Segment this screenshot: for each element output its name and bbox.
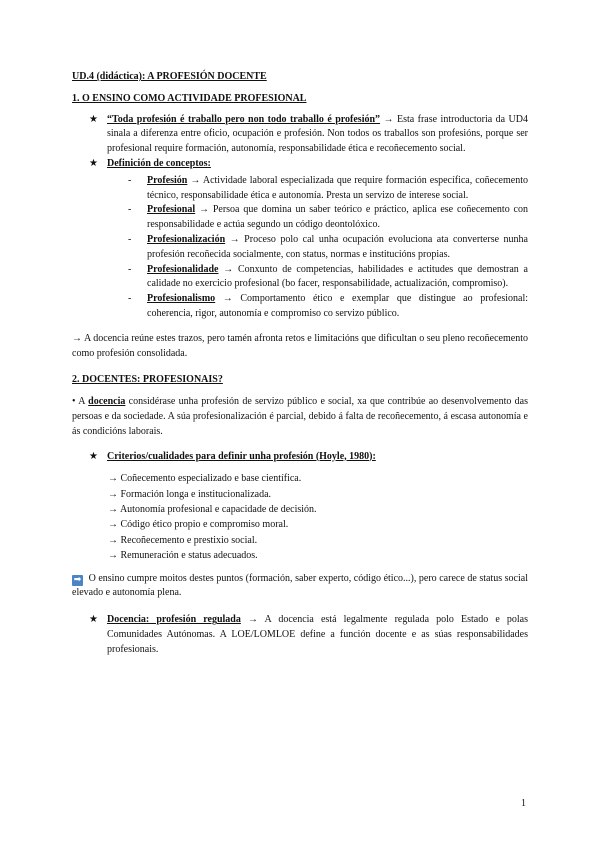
dash-bullet: - bbox=[128, 263, 132, 275]
page-number: 1 bbox=[521, 798, 526, 809]
star-bullet-icon: ★ bbox=[89, 157, 98, 169]
definition-text: → Proceso polo cal unha ocupación evoluciona ata converterse nunha profesión recoñecida socialmente, con status, normas e institucións propias. bbox=[147, 233, 528, 260]
section-1-closing: → A docencia reúne estes trazos, pero tamén afronta retos e limitacións que dificultan o seu pleno recoñecemento como profesión consolidada. bbox=[72, 332, 528, 359]
docencia-intro: • A docencia considérase unha profesión de servizo público e social, xa que contribúe ao desenvolvemento das persoas e da sociedade. A súa profesionalización é parcial, debido á falta de recoñecemento, á escasa autonomía e ás condicións laborais. bbox=[72, 396, 528, 437]
definitions-label: Definición de conceptos: bbox=[107, 157, 211, 169]
list-item: → Formación longa e institucionalizada. bbox=[108, 488, 272, 500]
criteria-list bbox=[108, 472, 528, 563]
bullet-regulated bbox=[89, 613, 528, 657]
list-item bbox=[128, 203, 528, 233]
bullet-quote bbox=[89, 113, 528, 157]
regulated-label: Docencia: profesión regulada bbox=[107, 614, 241, 626]
definition-text: → Persoa que domina un saber teórico e práctico, aplica ese coñecemento con responsabilidade e actúa segundo un código deontolóxico. bbox=[147, 204, 528, 231]
list-item bbox=[128, 292, 528, 322]
criteria-summary: ➡ O ensino cumpre moitos destes puntos (formación, saber experto, código ético...), pero carece de status social elevado e autonomía plena. bbox=[72, 572, 528, 599]
bullet-criteria bbox=[89, 450, 528, 465]
definition-term: Profesional bbox=[147, 204, 196, 216]
list-item: → Código ético propio e compromiso moral. bbox=[108, 519, 289, 531]
list-item: → Coñecemento especializado e base científica. bbox=[108, 473, 302, 485]
regulated-text: → A docencia está legalmente regulada polo Estado e polas Comunidades Autónomas. A LOE/LOMLOE define a función docente e as súas responsabilidades profesionais. bbox=[107, 614, 529, 655]
dash-bullet: - bbox=[128, 204, 132, 216]
quote-explanation: → Esta frase introductoria da UD4 sinala a diferenza entre oficio, ocupación e profesión. Non todos os traballos son profesións, porque ser profesional require formación, autonomía, responsabilidade ética e recoñecemento social. bbox=[107, 113, 528, 155]
document-page bbox=[72, 70, 528, 658]
section-2-heading: 2. DOCENTES: PROFESIONAIS? bbox=[72, 374, 223, 386]
definition-text: → Comportamento ético e exemplar que distingue ao profesional: coherencia, rigor, autonomía e compromiso co servizo público. bbox=[147, 293, 528, 319]
definition-term: Profesión bbox=[147, 174, 188, 186]
definition-term: Profesionalismo bbox=[147, 293, 216, 305]
definition-text: → Actividade laboral especializada que require formación específica, coñecemento técnico, responsabilidade ética e autonomía. Presta un servizo de interese social. bbox=[147, 174, 528, 201]
star-bullet-icon: ★ bbox=[89, 450, 98, 462]
definition-text: → Conxunto de competencias, habilidades e actitudes que demostran a calidade no exercicio profesional (bo facer, responsabilidade, actualización, compromiso). bbox=[147, 263, 528, 290]
docencia-term: docencia bbox=[88, 396, 126, 408]
list-item: → Remuneración e status adecuados. bbox=[108, 549, 258, 561]
document-title: UD.4 (didáctica): A PROFESIÓN DOCENTE bbox=[72, 71, 267, 82]
definition-term: Profesionalización bbox=[147, 233, 226, 245]
list-item bbox=[128, 263, 528, 293]
quote-text: “Toda profesión é traballo pero non todo traballo é profesión” bbox=[107, 113, 381, 125]
list-item bbox=[128, 233, 528, 263]
dash-bullet: - bbox=[128, 233, 132, 245]
criteria-label: Criterios/cualidades para definir unha profesión (Hoyle, 1980): bbox=[107, 450, 376, 462]
dash-bullet: - bbox=[128, 174, 132, 186]
star-bullet-icon: ★ bbox=[89, 614, 98, 626]
right-arrow-icon: ➡ bbox=[73, 574, 82, 585]
definitions-list bbox=[128, 174, 528, 322]
list-item: → Recoñecemento e prestixio social. bbox=[108, 534, 258, 546]
star-bullet-icon: ★ bbox=[89, 113, 98, 125]
definition-term: Profesionalidade bbox=[147, 263, 219, 275]
dash-bullet: - bbox=[128, 293, 132, 305]
list-item: → Autonomía profesional e capacidade de decisión. bbox=[108, 503, 317, 515]
section-1-heading: 1. O ENSINO COMO ACTIVIDADE PROFESIONAL bbox=[72, 92, 307, 104]
list-item bbox=[128, 174, 528, 204]
bullet-definitions bbox=[89, 157, 528, 172]
